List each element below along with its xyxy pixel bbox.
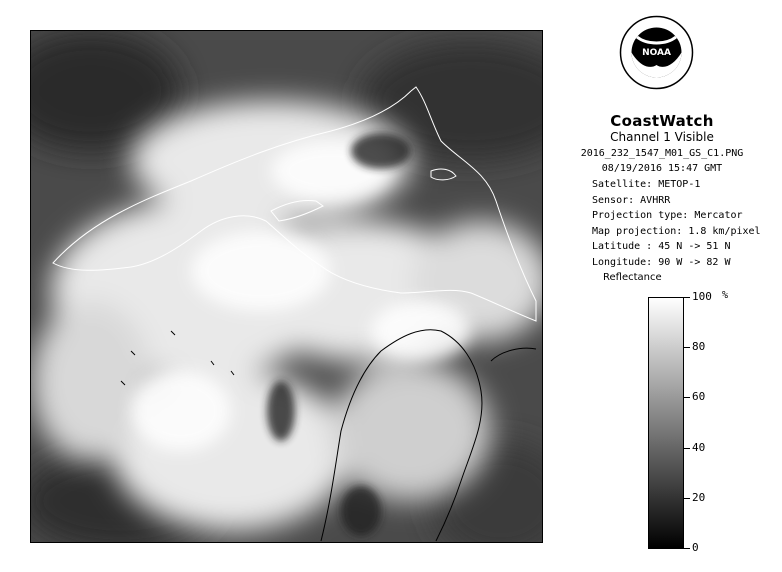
datetime: 08/19/2016 15:47 GMT (601, 163, 723, 174)
colorbar-tick-label: 0 (692, 541, 699, 554)
colorbar-tick (684, 548, 690, 549)
colorbar-tick (684, 347, 690, 348)
colorbar-tick-label: 100 (692, 290, 712, 303)
colorbar-tick (684, 448, 690, 449)
colorbar-tick-label: 40 (692, 441, 706, 454)
colorbar-tick-label: 80 (692, 340, 706, 353)
filename: 2016_232_1547_M01_GS_C1.PNG (580, 148, 744, 159)
projection-type: Projection type: Mercator (592, 210, 743, 221)
sensor-info: Sensor: AVHRR (592, 195, 671, 206)
colorbar-tick (684, 297, 690, 298)
latitude-range: Latitude : 45 N -> 51 N (592, 241, 731, 252)
longitude-range: Longitude: 90 W -> 82 W (592, 257, 731, 268)
reflectance-colorbar (648, 297, 684, 549)
colorbar-unit: % (722, 290, 729, 301)
colorbar-label: Reflectance (603, 272, 662, 283)
app-title: CoastWatch (610, 112, 714, 130)
colorbar-tick-label: 20 (692, 491, 706, 504)
svg-text:NOAA: NOAA (642, 48, 671, 58)
channel-label: Channel 1 Visible (610, 130, 714, 144)
noaa-logo (619, 15, 694, 90)
cloud-imagery (31, 31, 543, 543)
map-projection: Map projection: 1.8 km/pixel (592, 226, 761, 237)
satellite-image (30, 30, 543, 543)
colorbar-tick (684, 397, 690, 398)
satellite-info: Satellite: METOP-1 (592, 179, 701, 190)
colorbar-tick-label: 60 (692, 390, 706, 403)
colorbar-tick (684, 498, 690, 499)
